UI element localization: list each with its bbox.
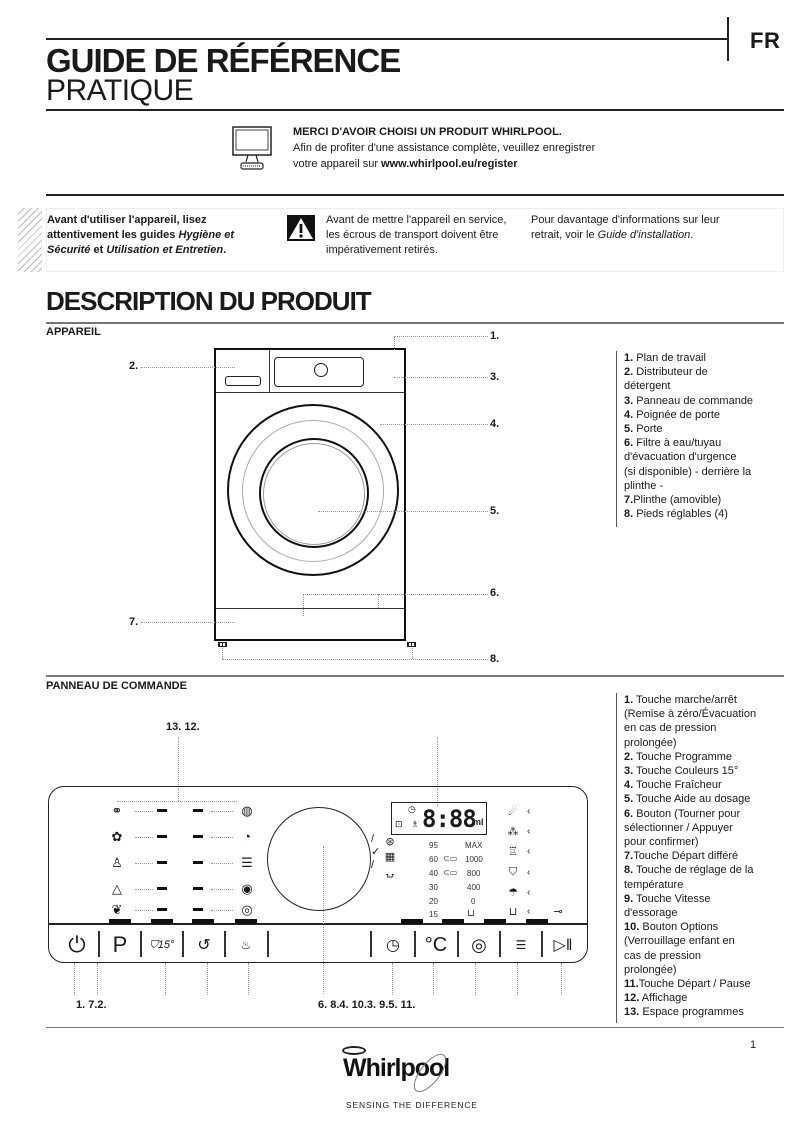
child-lock-key-icon: ⊸	[553, 906, 563, 918]
chevron-left-icon: ‹	[527, 826, 531, 837]
chevron-left-icon: ‹	[527, 906, 531, 917]
legend-row: 5. Porte	[624, 423, 663, 436]
notice-col1-italic3: Utilisation et Entretien	[106, 244, 224, 256]
notice-box	[46, 208, 784, 272]
program-selector-dial[interactable]	[267, 807, 371, 911]
callout-7: 7.	[129, 616, 139, 628]
header-top-rule	[46, 38, 728, 40]
spin-speed-button[interactable]	[459, 928, 499, 962]
dial-knob	[314, 363, 328, 377]
register-url-link[interactable]: www.whirlpool.eu/register	[381, 158, 518, 170]
colours-15-icon: ⛉	[508, 866, 518, 878]
legend-row: 5. Touche Aide au dosage	[624, 793, 751, 806]
legend-row: (Verrouillage enfant en	[624, 935, 735, 948]
notice-col3-line2: retrait, voir le	[531, 229, 598, 241]
leader-6-v1	[303, 594, 304, 616]
spin-1000: 1000	[465, 855, 483, 864]
door-glass-inner	[263, 443, 365, 545]
notice-col1-italic2: Sécurité	[47, 244, 91, 256]
page-number: 1	[750, 1039, 757, 1051]
callout-4: 4.	[490, 418, 500, 430]
temp-20: 20	[429, 897, 438, 906]
legend-row: prolongée)	[624, 963, 677, 976]
delay-clock-icon: ◷	[408, 804, 416, 814]
dosing-aid-button[interactable]	[226, 928, 266, 962]
whirlpool-logo	[340, 1046, 464, 1088]
callout-1: 1.	[490, 330, 500, 342]
register-line2: votre appareil sur	[293, 158, 382, 170]
program-row	[107, 902, 267, 918]
quick-30-icon: ◔	[243, 829, 251, 844]
notice-col1-mid: et	[90, 244, 107, 256]
register-bottom-rule	[46, 194, 784, 196]
button-divider	[267, 931, 269, 957]
leader-btn10	[517, 963, 518, 995]
notice-col1-line2: attentivement les guides	[47, 229, 179, 241]
callout-left-buttons: 1. 7.2.	[76, 999, 107, 1011]
plinth-line	[216, 608, 404, 609]
chevron-left-icon: ‹	[527, 867, 531, 878]
appliance-legend	[616, 351, 753, 527]
dosing-aid-icon: ♨	[240, 938, 252, 952]
dosing-icon: ♗	[411, 819, 420, 829]
legend-row: 3. Panneau de commande	[624, 394, 754, 407]
temp-40: 40	[429, 869, 438, 878]
control-panel-legend	[616, 693, 756, 1023]
leader-7	[141, 622, 235, 623]
grid-icon: ▦	[384, 851, 396, 863]
legend-row: 1. Touche marche/arrêt	[624, 694, 737, 706]
spin-icon: ◎	[241, 902, 253, 917]
page-title: GUIDE DE RÉFÉRENCE	[46, 42, 401, 79]
detergent-drawer	[225, 376, 261, 386]
legend-row: 10. Bouton Options	[624, 921, 719, 934]
delicates-icon: △	[112, 881, 122, 896]
legend-row: d'essorage	[624, 907, 678, 920]
colours-15-icon: ⛉15°	[149, 938, 175, 951]
button-indicator	[442, 919, 464, 924]
button-indicator	[235, 919, 257, 924]
program-row	[107, 803, 267, 819]
temp-95: 95	[429, 841, 438, 850]
legend-row: (Remise à zéro/Évacuation	[624, 708, 757, 721]
temp-30: 30	[429, 883, 438, 892]
refresh-shirt-icon: ↺	[197, 937, 211, 954]
celsius-icon: °C	[424, 933, 448, 956]
legend-row: pour confirmer)	[624, 836, 699, 849]
leader-6	[303, 594, 488, 595]
callout-8: 8.	[490, 653, 500, 665]
callout-right-buttons: 6. 8.4. 10.3. 9.5. 11.	[318, 999, 416, 1011]
legend-row: 8. Pieds réglables (4)	[624, 508, 728, 521]
callout-13-12: 13. 12.	[166, 721, 200, 733]
leader-btn1	[74, 963, 75, 995]
legend-row: température	[624, 878, 684, 891]
callout-3: 3.	[490, 371, 500, 383]
tap-icon: ⍽	[385, 866, 395, 878]
notice-transport-bolts	[326, 213, 526, 258]
legend-row: d'évacuation d'urgence	[624, 451, 737, 464]
start-pause-button[interactable]	[543, 928, 583, 962]
mix-icon: ⚭	[111, 803, 123, 818]
button-indicator	[109, 919, 131, 924]
program-button[interactable]	[101, 928, 139, 962]
button-divider	[370, 931, 372, 957]
notice-col1-italic1: Hygiène et	[178, 229, 235, 241]
legend-row: 11.Touche Départ / Pause	[624, 978, 751, 991]
lock-door-icon: ⊡	[395, 819, 403, 829]
legend-row: 2. Touche Programme	[624, 750, 733, 763]
display-unit: ml	[473, 817, 484, 827]
legend-row: 6. Filtre à eau/tuyau	[624, 437, 722, 450]
delay-start-button[interactable]	[373, 928, 413, 962]
button-indicator	[192, 919, 214, 924]
delay-clock-icon: ◷	[386, 937, 400, 954]
section-title: DESCRIPTION DU PRODUIT	[46, 286, 371, 316]
chevron-left-icon: ‹	[527, 887, 531, 898]
legend-row: sélectionner / Appuyer	[624, 821, 733, 834]
leader-8	[222, 659, 488, 660]
control-panel-outline	[274, 357, 364, 387]
button-indicator	[526, 919, 548, 924]
legend-row: 2. Distributeur de	[624, 366, 708, 379]
button-indicator	[484, 919, 506, 924]
legend-row: 8. Touche de réglage de la	[624, 864, 754, 877]
shirt-care-icon: ♖	[508, 846, 518, 858]
legend-row: cas de pression	[624, 949, 702, 962]
wool-icon: ◍	[241, 803, 253, 818]
language-label: FR	[750, 28, 781, 53]
computer-monitor-icon	[232, 126, 272, 172]
spin-spiral-icon: ◎	[471, 934, 487, 955]
display-digits: 8:88	[422, 805, 476, 833]
leader-btn11	[561, 963, 562, 995]
soak-icon: ☂	[508, 887, 518, 899]
legend-row: 4. Touche Fraîcheur	[624, 779, 722, 792]
legend-row: 7.Plinthe (amovible)	[624, 494, 722, 507]
control-panel-subheading: PANNEAU DE COMMANDE	[46, 680, 187, 692]
title-bottom-rule	[46, 109, 784, 111]
cotton-icon: ✿	[111, 829, 123, 844]
brand-tagline: SENSING THE DIFFERENCE	[346, 1100, 478, 1110]
button-indicator	[151, 919, 173, 924]
notice-col2-line1: Avant de mettre l'appareil en service,	[326, 214, 507, 226]
eco-60-badge: ⊂▭	[443, 854, 458, 863]
spin-max: MAX	[465, 841, 483, 850]
appliance-subheading: APPAREIL	[46, 326, 101, 338]
leader-8-v2	[412, 648, 413, 659]
leader-btn9	[475, 963, 476, 995]
legend-row: 1. Plan de travail	[624, 352, 706, 364]
legend-row: 13. Espace programmes	[624, 1006, 744, 1019]
shirts-icon: ☰	[241, 855, 253, 870]
warning-triangle-icon	[287, 215, 315, 241]
legend-row: détergent	[624, 380, 671, 393]
synthetics-icon: ♙	[111, 855, 123, 870]
program-icon: P	[112, 932, 128, 957]
temp-15: 15	[429, 910, 438, 919]
rinse-hold-option-icon: ⊔	[508, 906, 518, 918]
leader-dial	[323, 846, 324, 994]
notice-hatch-decoration	[18, 208, 42, 272]
leader-btn5	[248, 963, 249, 995]
leader-5	[318, 511, 488, 512]
notice-col2-line3: impérativement retirés.	[326, 244, 438, 256]
notice-col3-end: .	[690, 229, 694, 241]
spin-800: 800	[467, 869, 481, 878]
drawer-divider	[269, 350, 270, 393]
leader-btn2	[97, 963, 98, 995]
leader-8-v1	[222, 648, 223, 659]
leader-3	[394, 377, 488, 378]
temperature-button[interactable]	[416, 928, 456, 962]
header-vertical-rule	[727, 17, 729, 61]
installation-guide-reference: Guide d'installation	[597, 229, 691, 241]
colours-15-button[interactable]	[142, 928, 182, 962]
legend-row: (si disponible) - derrière la	[624, 465, 752, 478]
power-button[interactable]	[59, 928, 95, 962]
spin-400: 400	[467, 883, 481, 892]
eco-icon: ❦	[111, 902, 123, 917]
notice-col3-line1: Pour davantage d'informations sur leur	[531, 214, 720, 226]
legend-row: en cas de pression	[624, 722, 717, 735]
leader-1	[394, 336, 488, 337]
legend-row: 7.Touche Départ différé	[624, 850, 739, 863]
register-line1: Afin de profiter d'une assistance complète, veuillez enregistrer	[293, 142, 596, 154]
legend-row: 6. Bouton (Tourner pour	[624, 807, 741, 820]
brand-name: Whirlpool	[343, 1054, 450, 1082]
notice-more-info	[531, 213, 741, 243]
legend-row: prolongée)	[624, 736, 677, 749]
control-panel-diagram	[48, 786, 588, 963]
power-icon: ⏻	[68, 932, 86, 957]
program-row	[107, 855, 267, 871]
rinse-hold-icon: ⊔	[467, 908, 475, 919]
leader-btn4	[207, 963, 208, 995]
options-button[interactable]	[501, 928, 541, 962]
program-row	[107, 881, 267, 897]
notice-col1-end: .	[223, 244, 227, 256]
footer-rule	[46, 1027, 784, 1028]
prewash-icon: ⊛	[385, 836, 395, 848]
leader-btn8	[433, 963, 434, 995]
leader-1-v	[394, 336, 395, 350]
control-section-rule	[46, 675, 784, 677]
notice-read-guides	[47, 213, 247, 258]
callout-2: 2.	[129, 360, 139, 372]
register-heading: MERCI D'AVOIR CHOISI UN PRODUIT WHIRLPOOL.	[293, 126, 562, 138]
leader-6-v2	[378, 594, 379, 608]
play-pause-icon: ▷‖	[553, 937, 573, 954]
dial-arc-marks: / ✓ /	[371, 833, 381, 871]
leader-btn3	[165, 963, 166, 995]
options-list-icon: ☰	[515, 938, 527, 952]
adjustable-foot-left	[218, 642, 227, 647]
spin-0: 0	[471, 897, 476, 906]
eco-40-badge: ⊂▭	[443, 868, 458, 877]
fresh-care-icon: ☄	[508, 806, 518, 818]
program-row	[107, 829, 267, 845]
legend-row: 3. Touche Couleurs 15°	[624, 765, 739, 778]
chevron-left-icon: ‹	[527, 806, 531, 817]
chevron-left-icon: ‹	[527, 846, 531, 857]
notice-col1-line1: Avant d'utiliser l'appareil, lisez	[47, 214, 207, 226]
fresh-button[interactable]	[184, 928, 224, 962]
button-divider	[98, 931, 100, 957]
callout-6: 6.	[490, 587, 500, 599]
callout-5: 5.	[490, 505, 500, 517]
display	[391, 802, 487, 835]
temp-60: 60	[429, 855, 438, 864]
legend-row: 9. Touche Vitesse	[624, 892, 711, 905]
adjustable-foot-right	[407, 642, 416, 647]
steam-icon: ⁂	[507, 826, 519, 838]
page-subtitle: PRATIQUE	[46, 74, 194, 107]
legend-row: 12. Affichage	[624, 992, 688, 1005]
section-rule	[46, 322, 784, 324]
leader-4	[380, 424, 488, 425]
rinse-spin-icon: ◉	[241, 881, 253, 896]
leader-btn7	[392, 963, 393, 995]
notice-col2-line2: les écrous de transport doivent être	[326, 229, 499, 241]
leader-2	[141, 367, 235, 368]
legend-row: plinthe -	[624, 479, 664, 492]
button-indicator	[401, 919, 423, 924]
legend-row: 4. Poignée de porte	[624, 408, 721, 421]
